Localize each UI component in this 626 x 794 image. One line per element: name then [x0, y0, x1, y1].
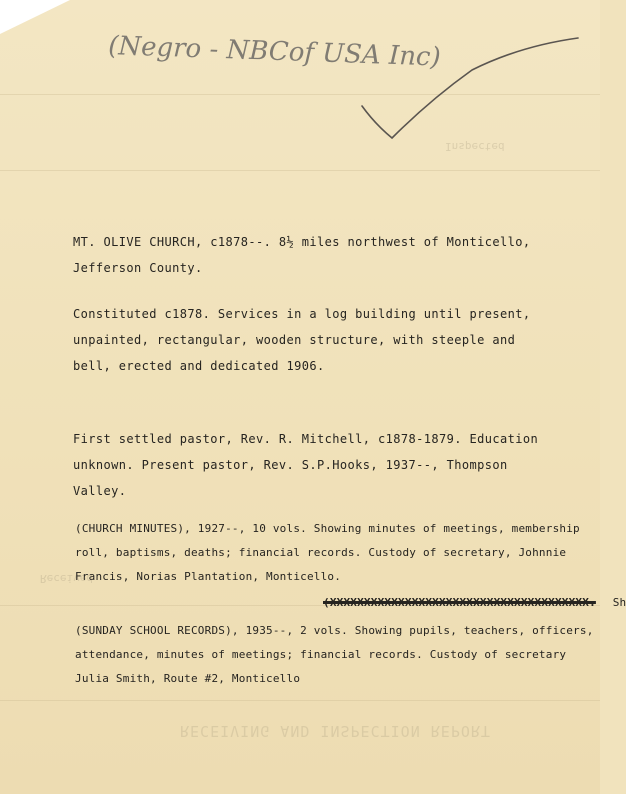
- struck-out-tail: Sh: [612, 596, 626, 609]
- torn-corner: [0, 0, 70, 34]
- church-minutes-line: roll, baptisms, deaths; financial records. Custody of secretary, Johnnie: [75, 546, 567, 559]
- struck-out-text: (XXXXXXXXXXXXXXXXXXXXXXXXXXXXXXXXXXXXXX.: [323, 596, 596, 609]
- church-minutes-line: Francis, Norias Plantation, Monticello.: [75, 570, 342, 583]
- entry-history-line: unpainted, rectangular, wooden structure, with steeple and: [73, 333, 516, 347]
- ghost-rule: [0, 170, 600, 171]
- entry-pastors: [73, 426, 538, 504]
- entry-pastors-line: unknown. Present pastor, Rev. S.P.Hooks, 1937--, Thompson: [73, 458, 508, 472]
- entry-history-line: bell, erected and dedicated 1906.: [73, 359, 325, 373]
- ghost-bottom-title: RECEIVING AND INSPECTION REPORT: [180, 722, 491, 740]
- sunday-school-line: attendance, minutes of meetings; financial records. Custody of secretary: [75, 648, 567, 661]
- entry-history: [73, 301, 530, 379]
- handwritten-annotation: [100, 14, 600, 144]
- sunday-school-record: [75, 619, 594, 691]
- handwritten-note: (Negro - NBCof USA Inc): [107, 31, 442, 73]
- entry-pastors-line: First settled pastor, Rev. R. Mitchell, c1878-1879. Education: [73, 432, 539, 446]
- ghost-label: Received: [40, 572, 93, 585]
- ghost-rule: [0, 700, 600, 701]
- entry-heading: [73, 229, 530, 281]
- sunday-school-line: Julia Smith, Route #2, Monticello: [75, 672, 301, 685]
- sunday-school-line: (SUNDAY SCHOOL RECORDS), 1935--, 2 vols. Showing pupils, teachers, officers,: [75, 624, 594, 637]
- entry-heading-line: Jefferson County.: [73, 261, 203, 275]
- struck-out-line: [323, 596, 626, 609]
- entry-history-line: Constituted c1878. Services in a log building until present,: [73, 307, 531, 321]
- entry-pastors-line: Valley.: [73, 484, 127, 498]
- church-minutes-line: (CHURCH MINUTES), 1927--, 10 vols. Showing minutes of meetings, membership: [75, 522, 580, 535]
- church-minutes-record: [75, 517, 580, 589]
- entry-heading-line: MT. OLIVE CHURCH, c1878--. 8½ miles northwest of Monticello,: [73, 235, 531, 249]
- ghost-label: Inspected: [445, 140, 505, 153]
